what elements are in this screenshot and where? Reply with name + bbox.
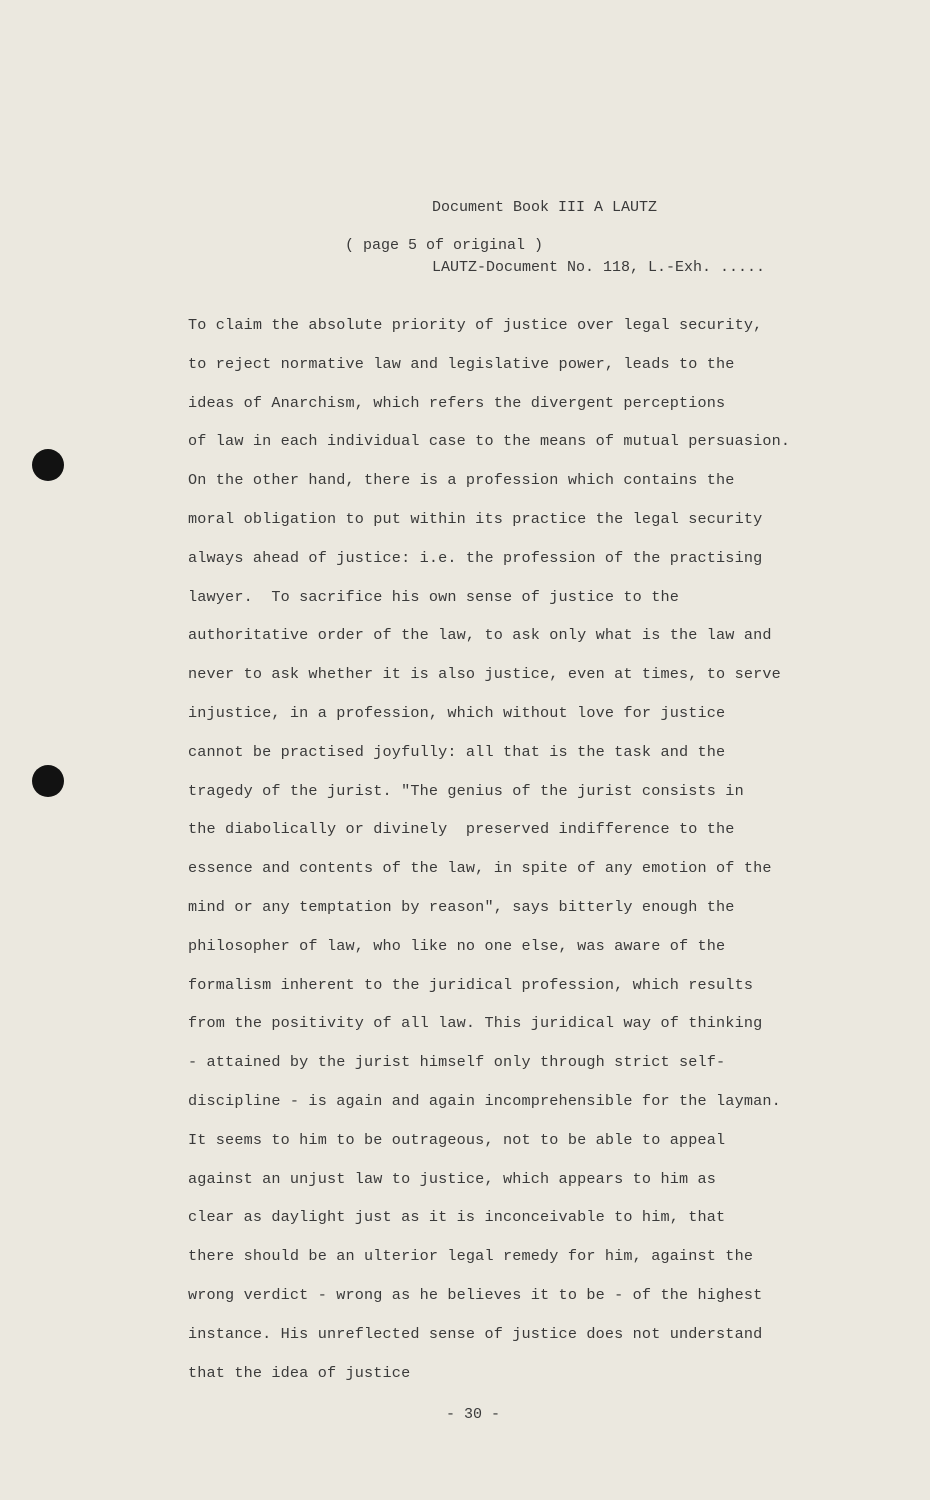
body-line: of law in each individual case to the means of mutual persuasion.: [188, 432, 791, 451]
body-line: ideas of Anarchism, which refers the divergent perceptions: [188, 393, 726, 412]
body-line: there should be an ulterior legal remedy for him, against the: [188, 1247, 754, 1266]
body-line: On the other hand, there is a profession which contains the: [188, 471, 735, 490]
punch-hole-top: [32, 449, 64, 481]
body-line: philosopher of law, who like no one else, was aware of the: [188, 936, 726, 955]
body-line: formalism inherent to the juridical profession, which results: [188, 975, 754, 994]
body-text: [188, 312, 848, 1398]
header-line-book: Document Book III A LAUTZ: [432, 199, 658, 216]
body-line: the diabolically or divinely preserved indifference to the: [188, 820, 735, 839]
body-line: wrong verdict - wrong as he believes it to be - of the highest: [188, 1285, 763, 1304]
punch-hole-bottom: [32, 765, 64, 797]
body-line: authoritative order of the law, to ask only what is the law and: [188, 626, 772, 645]
body-line: mind or any temptation by reason", says bitterly enough the: [188, 897, 735, 916]
body-line: never to ask whether it is also justice, even at times, to serve: [188, 665, 781, 684]
body-line: cannot be practised joyfully: all that is the task and the: [188, 742, 726, 761]
body-line: against an unjust law to justice, which appears to him as: [188, 1169, 717, 1188]
body-line: - attained by the jurist himself only through strict self-: [188, 1053, 726, 1072]
body-line: moral obligation to put within its practice the legal security: [188, 509, 763, 528]
body-line: tragedy of the jurist. "The genius of the jurist consists in: [188, 781, 744, 800]
body-line: discipline - is again and again incomprehensible for the layman.: [188, 1091, 781, 1110]
body-line: instance. His unreflected sense of justice does not understand: [188, 1324, 763, 1343]
original-page-reference: ( page 5 of original ): [345, 237, 544, 254]
body-line: lawyer. To sacrifice his own sense of justice to the: [188, 587, 679, 606]
body-line: clear as daylight just as it is inconceivable to him, that: [188, 1208, 726, 1227]
body-line: always ahead of justice: i.e. the profession of the practising: [188, 548, 763, 567]
body-line: To claim the absolute priority of justice over legal security,: [188, 316, 763, 334]
body-line: It seems to him to be outrageous, not to be able to appeal: [188, 1130, 726, 1149]
body-line: to reject normative law and legislative power, leads to the: [188, 354, 735, 373]
body-line: that the idea of justice: [188, 1363, 411, 1382]
page-number: - 30 -: [446, 1406, 501, 1423]
body-line: essence and contents of the law, in spite of any emotion of the: [188, 859, 772, 878]
body-line: from the positivity of all law. This juridical way of thinking: [188, 1014, 763, 1033]
header-line-document: LAUTZ-Document No. 118, L.-Exh. .....: [432, 259, 766, 276]
body-line: injustice, in a profession, which without love for justice: [188, 703, 726, 722]
